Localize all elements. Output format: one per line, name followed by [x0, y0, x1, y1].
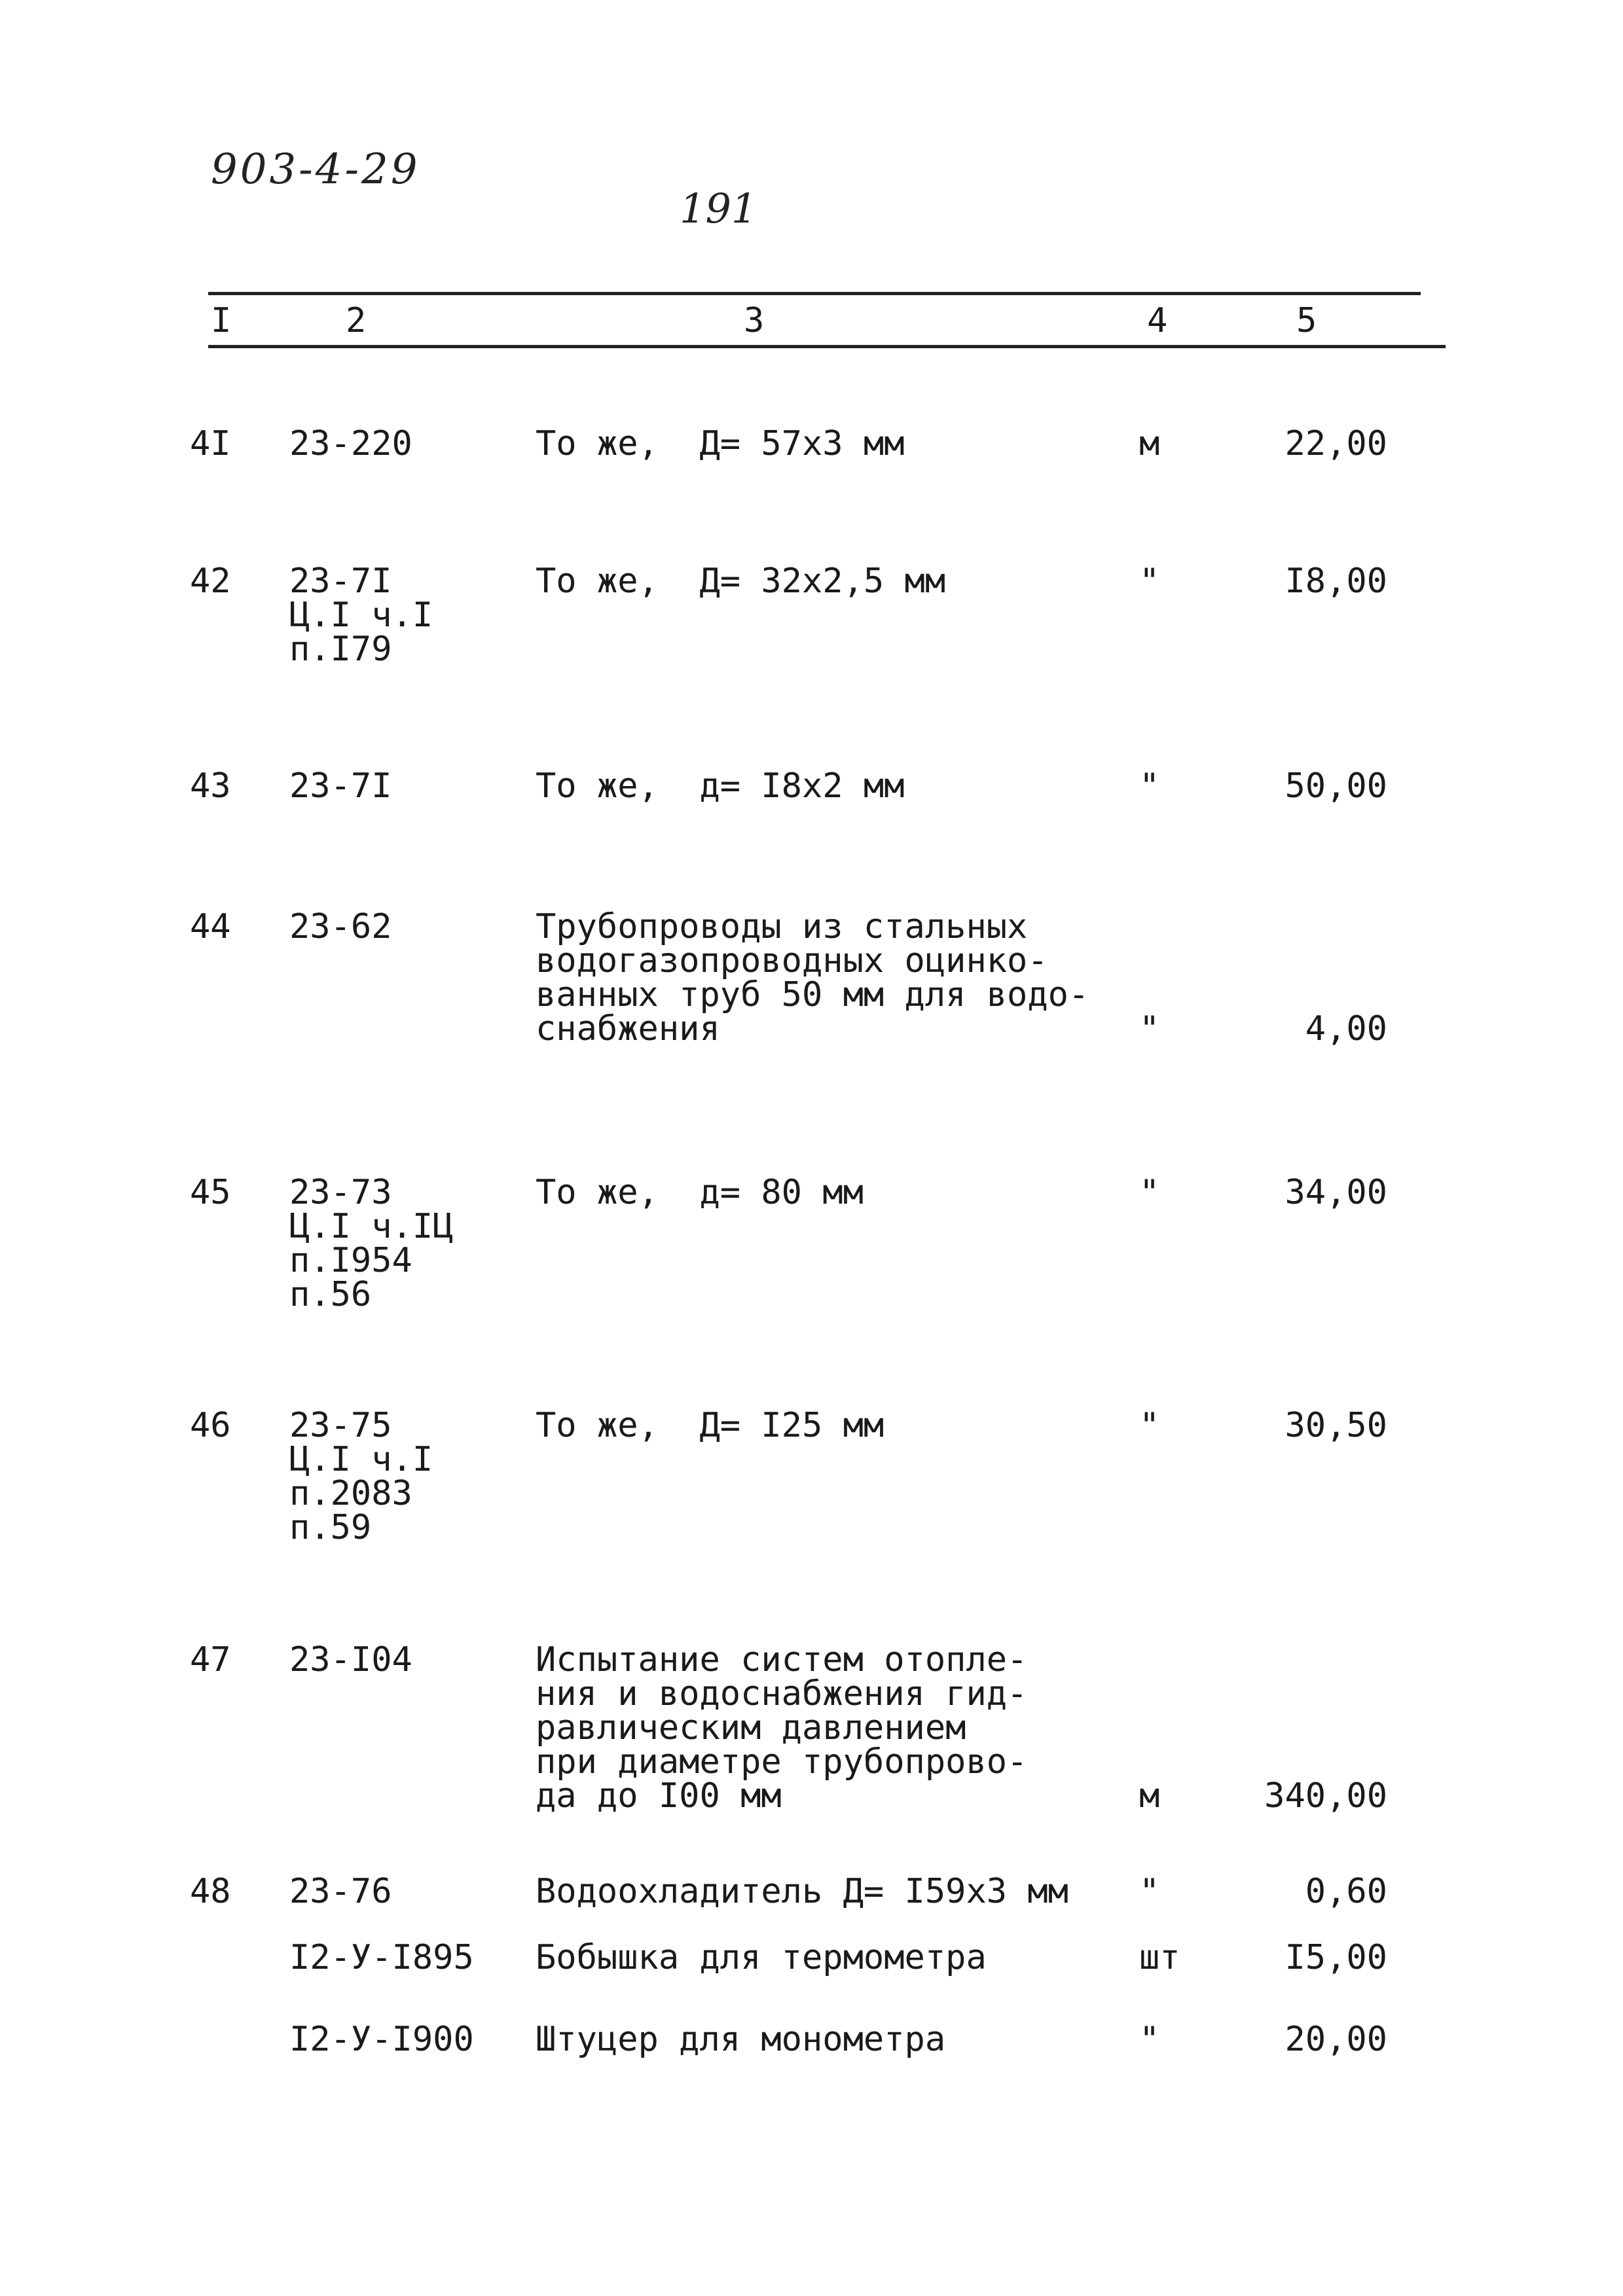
quantity: I8,00: [1285, 562, 1387, 601]
rate-code-line: Ц.I ч.I: [289, 596, 433, 635]
rate-code-line: п.2083: [289, 1474, 412, 1513]
column-header-2: 2: [346, 301, 367, 340]
unit: ": [1139, 1173, 1160, 1212]
quantity: 22,00: [1285, 424, 1387, 463]
quantity: 340,00: [1264, 1776, 1387, 1816]
work-description-line: То же, д= I8х2 мм: [536, 766, 905, 806]
work-description-line: Испытание систем отопле-: [536, 1640, 1028, 1679]
rate-code-line: Ц.I ч.IЦ: [289, 1207, 454, 1246]
rate-code-line: 23-7I: [289, 766, 392, 806]
quantity: 50,00: [1285, 766, 1387, 806]
unit: шт: [1139, 1938, 1180, 1977]
quantity: 30,50: [1285, 1406, 1387, 1445]
column-header-4: 4: [1147, 301, 1168, 340]
work-description-line: Трубопроводы из стальных: [536, 907, 1028, 946]
row-number: 4I: [190, 424, 231, 463]
rate-code: [289, 907, 392, 946]
unit: м: [1139, 1776, 1160, 1816]
rate-code: [289, 1408, 433, 1545]
work-description-line: ния и водоснабжения гид-: [536, 1674, 1028, 1713]
rate-code: [289, 424, 412, 463]
unit: ": [1139, 1406, 1160, 1445]
work-description: [536, 2020, 946, 2059]
rate-code-line: п.56: [289, 1275, 372, 1314]
work-description: [536, 1874, 1068, 1909]
rate-code-line: 23-220: [289, 424, 412, 463]
rate-code: [289, 1938, 474, 1977]
row-number: 48: [190, 1872, 231, 1911]
rate-code-line: I2-У-I900: [289, 2020, 474, 2059]
work-description-line: То же, Д= 57х3 мм: [536, 424, 905, 463]
header-rule-bottom: [208, 345, 1446, 348]
work-description: [536, 1175, 864, 1210]
work-description-line: Водоохладитель Д= I59х3 мм: [536, 1872, 1068, 1911]
rate-code-line: 23-75: [289, 1406, 392, 1445]
rate-code-line: I2-У-I895: [289, 1938, 474, 1977]
row-number: 45: [190, 1173, 231, 1212]
document-number: 903-4-29: [211, 145, 420, 194]
unit: ": [1139, 1872, 1160, 1911]
work-description: [536, 424, 905, 463]
rate-code: [289, 2020, 474, 2059]
work-description-line: водогазопроводных оцинко-: [536, 941, 1048, 980]
work-description-line: ванных труб 50 мм для водо-: [536, 975, 1089, 1014]
row-number: 47: [190, 1640, 231, 1679]
rate-code-line: п.59: [289, 1508, 372, 1547]
work-description-line: Штуцер для монометра: [536, 2020, 946, 2059]
rate-code: [289, 766, 392, 806]
unit: ": [1139, 562, 1160, 601]
column-header-5: 5: [1296, 301, 1317, 340]
unit: м: [1139, 424, 1160, 463]
quantity: 0,60: [1305, 1872, 1387, 1911]
work-description-line: Бобышка для термометра: [536, 1938, 987, 1977]
work-description-line: равлическим давлением: [536, 1708, 966, 1748]
unit: ": [1139, 766, 1160, 806]
work-description-line: То же, Д= I25 мм: [536, 1406, 884, 1445]
rate-code-line: 23-73: [289, 1173, 392, 1212]
work-description: [536, 1938, 987, 1977]
column-header-1: I: [211, 301, 232, 340]
rate-code-line: 23-I04: [289, 1640, 412, 1679]
work-description-line: То же, Д= 32х2,5 мм: [536, 562, 946, 601]
row-number: 42: [190, 562, 231, 601]
rate-code-line: 23-7I: [289, 562, 392, 601]
work-description-line: снабжения: [536, 1009, 720, 1049]
column-header-3: 3: [744, 301, 765, 340]
rate-code: [289, 1175, 453, 1312]
work-description: [536, 1408, 884, 1443]
work-description-line: да до I00 мм: [536, 1776, 782, 1816]
row-number: 43: [190, 766, 231, 806]
work-description: [536, 562, 946, 601]
rate-code-line: п.I954: [289, 1241, 412, 1280]
quantity: 34,00: [1285, 1173, 1387, 1212]
work-description-line: То же, д= 80 мм: [536, 1173, 864, 1212]
work-description: [536, 907, 1089, 1049]
rate-code-line: 23-62: [289, 907, 392, 946]
rate-code: [289, 1640, 412, 1679]
rate-code-line: п.I79: [289, 630, 392, 669]
rate-code-line: 23-76: [289, 1872, 392, 1911]
work-description: [536, 766, 905, 806]
rate-code: [289, 1874, 392, 1909]
row-number: 44: [190, 907, 231, 946]
quantity: 20,00: [1285, 2020, 1387, 2059]
row-number: 46: [190, 1406, 231, 1445]
quantity: I5,00: [1285, 1938, 1387, 1977]
work-description-line: при диаметре трубопрово-: [536, 1742, 1028, 1782]
work-description: [536, 1640, 1028, 1816]
page-number: 191: [680, 185, 757, 232]
header-rule-top: [208, 292, 1421, 295]
rate-code: [289, 562, 433, 669]
unit: ": [1139, 2020, 1160, 2059]
rate-code-line: Ц.I ч.I: [289, 1440, 433, 1479]
unit: ": [1139, 1009, 1160, 1049]
quantity: 4,00: [1305, 1009, 1387, 1049]
